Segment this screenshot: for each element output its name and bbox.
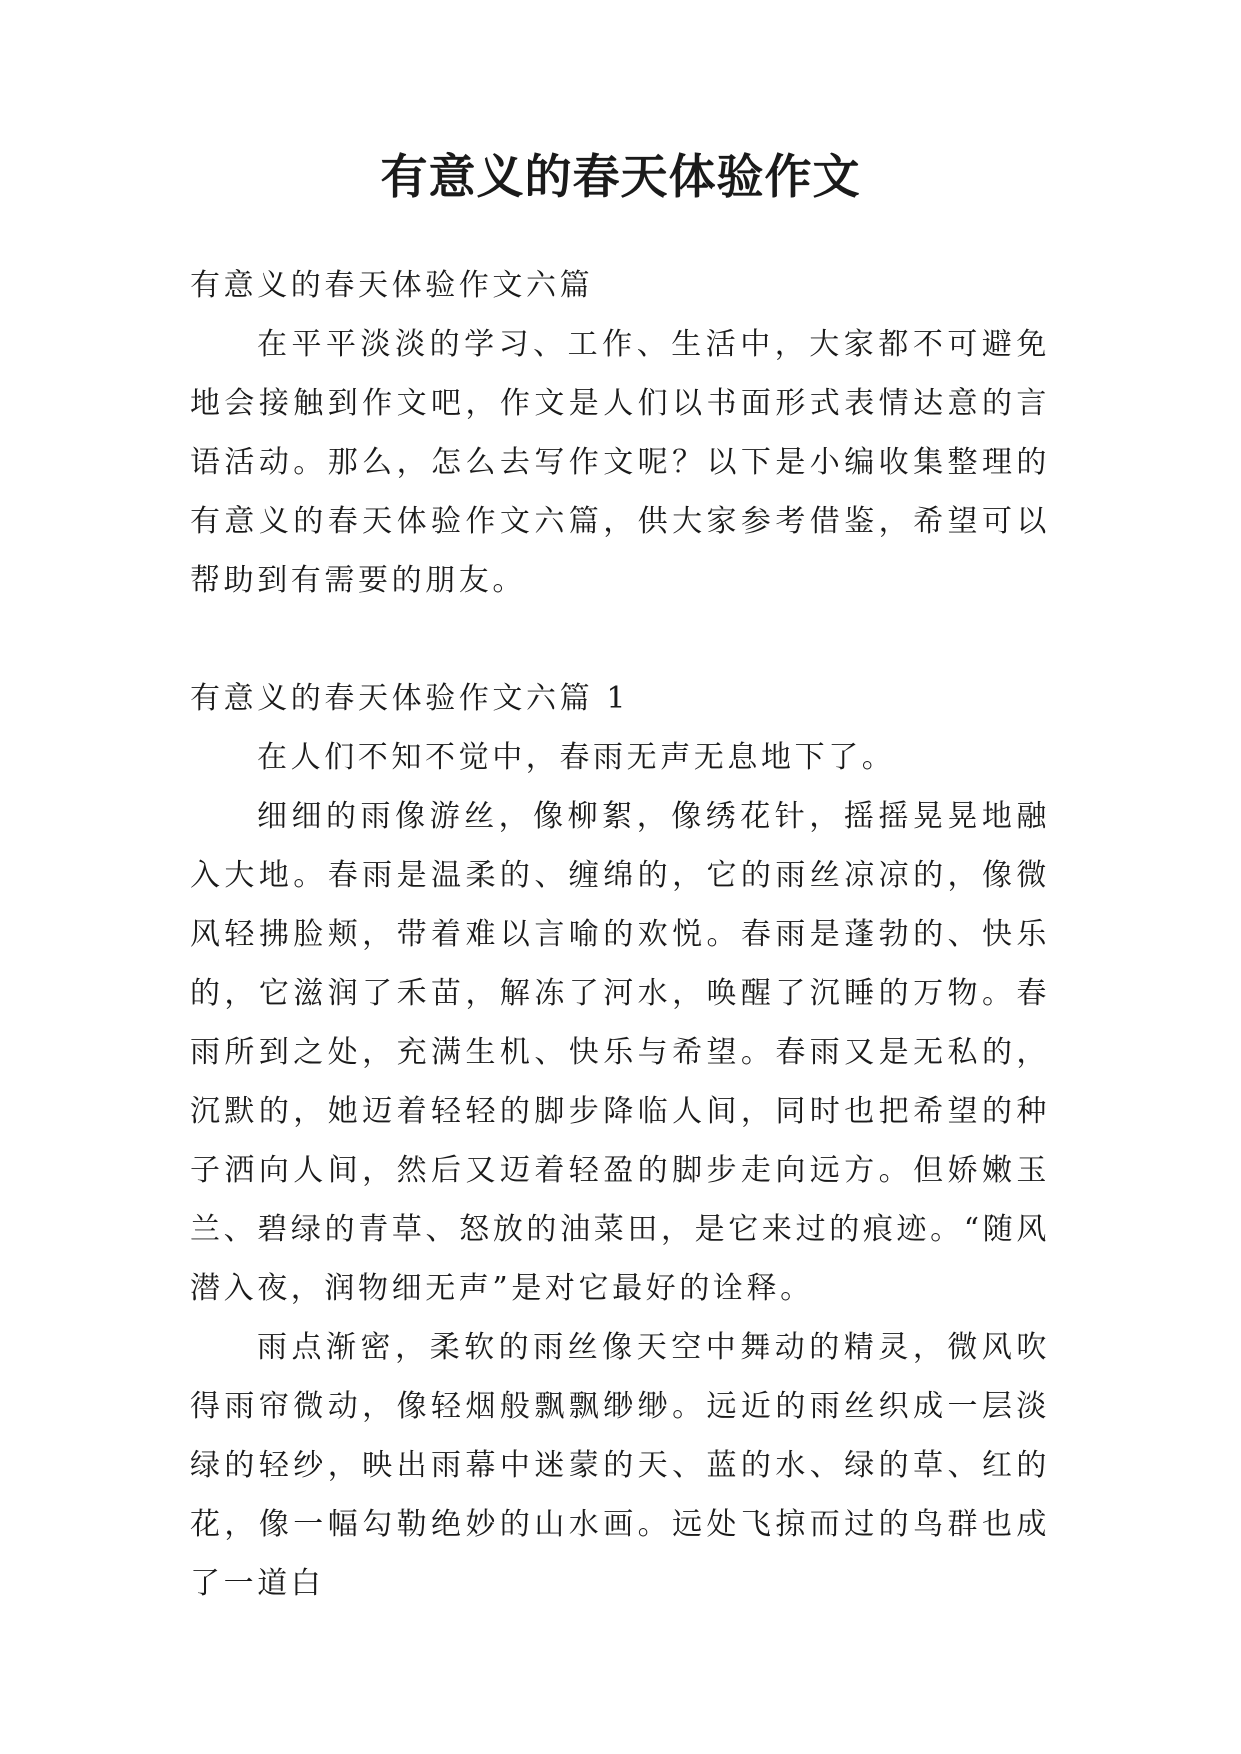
section-paragraph: 细细的雨像游丝，像柳絮，像绣花针，摇摇晃晃地融入大地。春雨是温柔的、缠绵的，它的雨丝凉凉的，像微风轻拂脸颊，带着难以言喻的欢悦。春雨是蓬勃的、快乐的，它滋润了禾苗，解冻了河水，唤醒了沉睡的万物。春雨所到之处，充满生机、快乐与希望。春雨又是无私的，沉默的，她迈着轻轻的脚步降临人间，同时也把希望的种子洒向人间，然后又迈着轻盈的脚步走向远方。但娇嫩玉兰、碧绿的青草、怒放的油菜田，是它来过的痕迹。“随风潜入夜，润物细无声”是对它最好的诠释。 — [190, 799, 1050, 1306]
section-paragraph: 雨点渐密，柔软的雨丝像天空中舞动的精灵，微风吹得雨帘微动，像轻烟般飘飘缈缈。远近的雨丝织成一层淡绿的轻纱，映出雨幕中迷蒙的天、蓝的水、绿的草、红的花，像一幅勾勒绝妙的山水画。远处飞掠而过的鸟群也成了一道白 — [190, 1330, 1050, 1601]
document-title: 有意义的春天体验作文 — [380, 150, 861, 205]
intro-paragraph: 在平平淡淡的学习、工作、生活中，大家都不可避免地会接触到作文吧，作文是人们以书面形式表情达意的言语活动。那么，怎么去写作文呢？以下是小编收集整理的有意义的春天体验作文六篇，供大家参考借鉴，希望可以帮助到有需要的朋友。 — [190, 327, 1050, 598]
intro-heading: 有意义的春天体验作文六篇 — [190, 268, 594, 303]
document-body — [190, 256, 1050, 1613]
section-spacer — [190, 610, 1050, 669]
section-paragraph: 在人们不知不觉中，春雨无声无息地下了。 — [257, 740, 896, 775]
section-heading: 有意义的春天体验作文六篇 1 — [190, 681, 630, 716]
